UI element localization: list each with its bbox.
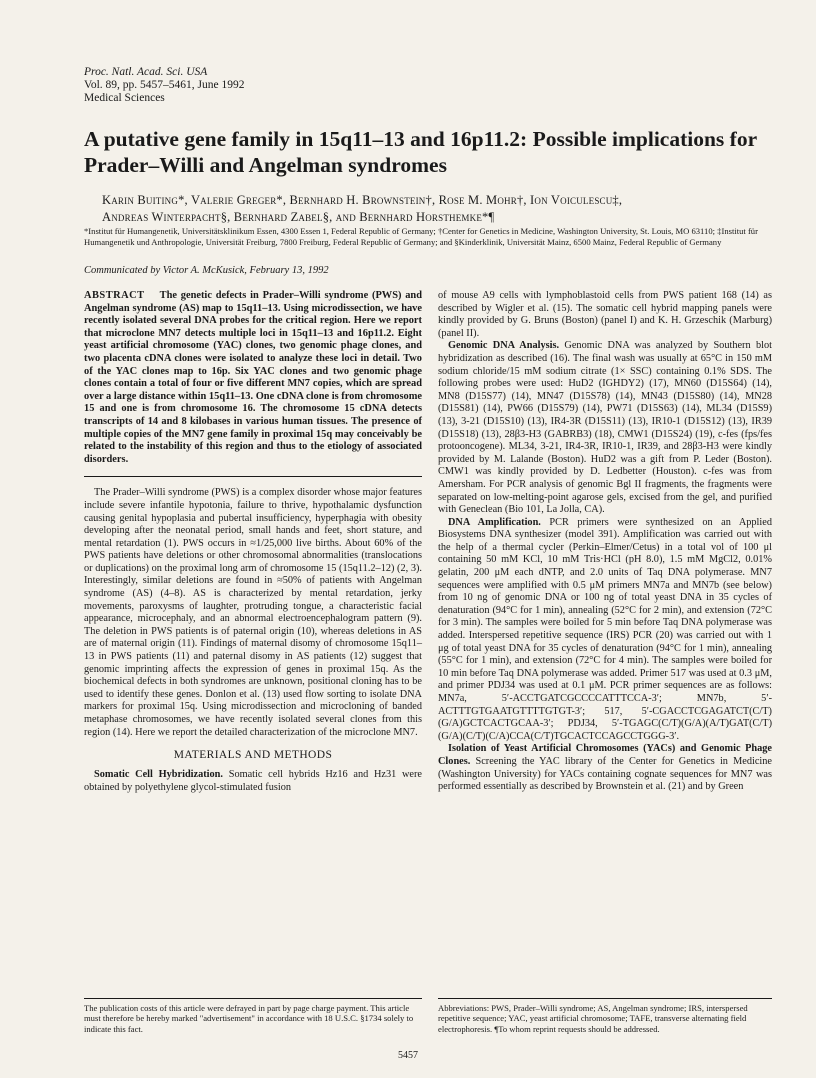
amplification-text: PCR primers were synthesized on an Applied Biosystems DNA synthesizer (model 391). Amplification was carried out with the help of a thermal cycler (Perkin–Elmer/Cetus) in a total vol of 100 μl containing 50 mM KCl, 10 mM Tris·HCl (pH 8.0), 1.5 mM MgCl2, 0.01% gelatin, 200 μM each dNTP, and 2.0 units of Taq DNA polymerase. MN7 sequences were amplified with 0.5 μM primers MN7a and MN7b (see below) from 10 ng of genomic DNA or 100 ng of total yeast DNA in 35 cycles of denaturation (94°C for 1 min), annealing (52°C for 2 min), and extension (72°C for 3 min). The samples were boiled for 5 min before Taq DNA polymerase was added. Interspersed repetitive sequence (IRS) PCR (20) was carried out with 1 μg of total yeast DNA for 35 cycles of denaturation (94°C for 1 min), annealing (55°C for 1 min), and extension (72°C for 4 min). The samples were boiled for 10 min before Taq DNA polymerase was added. Primer 517 was used at 0.3 μM, and primer PDJ34 was used at 0.1 μM. PCR primer sequences are as follows: MN7a, 5′-ACCTGATCGCCCCATTTCCA-3′; MN7b, 5′-ACTTTGTGAATGTTTTGTGT-3′; 517, 5′-CGACCTCGAGATCT(C/T)(G/A)GCTCACTGCAA-3′; PDJ34, 5′-TGAGC(C/T)(G/A)(A/T)GAT(C/T)(G/A)(C/T)(C/A)CCA(C/T)TGCACTCCAGCCTGGG-3′.	[438, 516, 772, 742]
affiliations: *Institut für Humangenetik, Universitätsklinikum Essen, 4300 Essen 1, Federal Republic of Germany; †Center for Genetics in Medicine, Washington University, St. Louis, MO 63110; ‡Institut für Humangenetik und Anthropologie, Universität Freiburg, 7800 Freiburg, Federal Republic of Germany; and §Kinderklinik, Universität Mainz, 6500 Mainz, Federal Republic of Germany	[84, 226, 758, 247]
publication-cost-footnote: The publication costs of this article were defrayed in part by page charge payment. This article must therefore be hereby marked "advertisement" in accordance with 18 U.S.C. §1734 solely to indicate this fact.	[84, 1003, 414, 1034]
abstract-divider	[84, 476, 422, 477]
page-number: 5457	[398, 1050, 418, 1061]
left-column	[84, 290, 422, 794]
genomic-paragraph	[438, 340, 772, 516]
author-line-1: Karin Buiting*, Valerie Greger*, Bernhard H. Brownstein†, Rose M. Mohr†, Ion Voiculescu‡,	[102, 193, 623, 207]
yac-heading: Isolation of Yeast Artificial Chromosomes (YACs) and Genomic Phage Clones.	[438, 743, 772, 767]
yac-paragraph	[438, 743, 772, 793]
journal-header	[84, 66, 244, 105]
continued-paragraph: of mouse A9 cells with lymphoblastoid cells from PWS patient 168 (14) as described by Wigler et al. (15). The somatic cell hybrid mapping panels were kindly provided by G. Bruns (Boston) (panel I) and K. H. Grzeschik (Marburg) (panel II).	[438, 290, 772, 339]
amplification-paragraph	[438, 517, 772, 744]
genomic-heading: Genomic DNA Analysis.	[448, 340, 560, 352]
somatic-heading: Somatic Cell Hybridization.	[94, 769, 223, 781]
communicated-by: Communicated by Victor A. McKusick, February 13, 1992	[84, 265, 329, 276]
journal-section: Medical Sciences	[84, 92, 165, 104]
genomic-text: Genomic DNA was analyzed by Southern blot hybridization as described (16). The final wash was usually at 65°C in 150 mM sodium chloride/15 mM sodium citrate (1× SSC) containing 0.1% SDS. The following probes were used: HuD2 (IGHDY2) (17), MN60 (D15S64) (14), MN8 (D15S77) (14), MN47 (D15S78) (14), MN43 (D15S80) (14), MN28 (D15S81) (14), PW66 (D15S79) (14), PW71 (D15S63) (14), ML34 (D15S9) (13), 3-21 (D15S10) (13), IR4-3R (D15S11) (13), IR10-1 (D15S12) (13), IR39 (D15S18) (13), 28β3-H3 (GABRB3) (18), CMW1 (D15S24) (19), c-fes (fps/fes protooncogene). ML34, 3-21, IR4-3R, IR10-1, IR39, and 28β3-H3 were kindly provided by M. Lalande (Boston). HuD2 was a gift from P. Leder (Boston). CMW1 was kindly provided by D. Ledbetter (Houston). c-fes was from Amersham. For PCR analysis of genomic Bgl II fragments, the fragments were separated on low-melting-point agarose gels, excised from the gel, and purified with Geneclean (Bio 101, La Jolla, CA).	[438, 340, 772, 516]
abstract-label: ABSTRACT	[84, 290, 145, 301]
methods-heading: MATERIALS AND METHODS	[173, 749, 333, 762]
abbreviations-footnote: Abbreviations: PWS, Prader–Willi syndrome; AS, Angelman syndrome; IRS, interspersed repetitive sequence; YAC, yeast artificial chromosome; TAFE, transverse alternating field electrophoresis. ¶To whom reprint requests should be addressed.	[438, 1003, 748, 1034]
paper-title: A putative gene family in 15q11–13 and 16p11.2: Possible implications for Prader–Willi and Angelman syndromes	[84, 127, 757, 177]
author-list	[102, 192, 782, 226]
journal-volume: Vol. 89, pp. 5457–5461, June 1992	[84, 79, 245, 91]
yac-text: Screening the YAC library of the Center for Genetics in Medicine (Washington University) for YACs containing cognate sequences for MN7 was performed essentially as described by Brownstein et al. (21) and by Green	[438, 755, 772, 793]
abstract	[84, 290, 422, 466]
somatic-text: Somatic cell hybrids Hz16 and Hz31 were obtained by polyethylene glycol-stimulated fusion	[84, 769, 423, 793]
footnote-divider-left	[84, 998, 422, 999]
somatic-paragraph	[84, 769, 422, 794]
footnote-divider-right	[438, 998, 772, 999]
abstract-text: The genetic defects in Prader–Willi syndrome (PWS) and Angelman syndrome (AS) map to 15q11–13. Using microdissection, we have recently isolated several DNA probes for the critical region. Here we report that microclone MN7 detects multiple loci in 15q11–13 and 16p11.2. Eight yeast artificial chromosome (YAC) clones, two genomic phage clones, and two placenta cDNA clones were isolated to analyze these loci in detail. Two of the YAC clones map to 16p. Six YAC clones and two genomic phage clones contain a total of four or five different MN7 copies, which are spread over a large distance within 15q11–13. One cDNA clone is from chromosome 15 and one is from chromosome 16. The chromosome 15 cDNA detects transcripts of 14 and 8 kilobases in various human tissues. The presence of multiple copies of the MN7 gene family in proximal 15q may conceivably be related to the instability of this region and thus to the etiology of associated disorders.	[84, 290, 422, 465]
right-column	[438, 290, 772, 794]
journal-name: Proc. Natl. Acad. Sci. USA	[84, 66, 208, 78]
amplification-heading: DNA Amplification.	[448, 516, 541, 528]
author-line-2: Andreas Winterpacht§, Bernhard Zabel§, and Bernhard Horsthemke*¶	[102, 210, 495, 224]
intro-paragraph: The Prader–Willi syndrome (PWS) is a complex disorder whose major features include severe infantile hypotonia, failure to thrive, hypothalamic dysfunction causing genital hypoplasia and pubertal insufficiency, hyperphagia with obesity developing after the neonatal period, small hands and feet, short stature, and mental retardation (1). PWS occurs in ≈1/25,000 live births. About 60% of the PWS patients have deletions or other chromosomal abnormalities (translocations or duplications) on the proximal long arm of chromosome 15 (15q11.2–12) (2, 3). Interestingly, similar deletions are found in ≈50% of patients with Angelman syndrome (AS) (4–8). AS is characterized by mental retardation, jerky movements, paroxysms of laughter, protruding tongue, a characteristic facial appearance, microcephaly, and an abnormal electroencephalogram pattern (9). The deletion in PWS patients is of paternal origin (10), whereas deletions in AS are of maternal origin (11). Findings of maternal disomy of chromosome 15q11–13 in PWS patients (11) and paternal disomy in AS patients (12) suggest that genomic imprinting affects the expression of genes in proximal 15q. As the biochemical defects in both syndromes are unknown, positional cloning has to be used to identify these genes. Donlon et al. (13) used flow sorting to isolate DNA markers for proximal 15q. Using microdissection and microcloning of banded metaphase chromosomes, we have recently isolated several clones from this region (14). Here we report the detailed characterization of the microclone MN7.	[84, 487, 422, 738]
